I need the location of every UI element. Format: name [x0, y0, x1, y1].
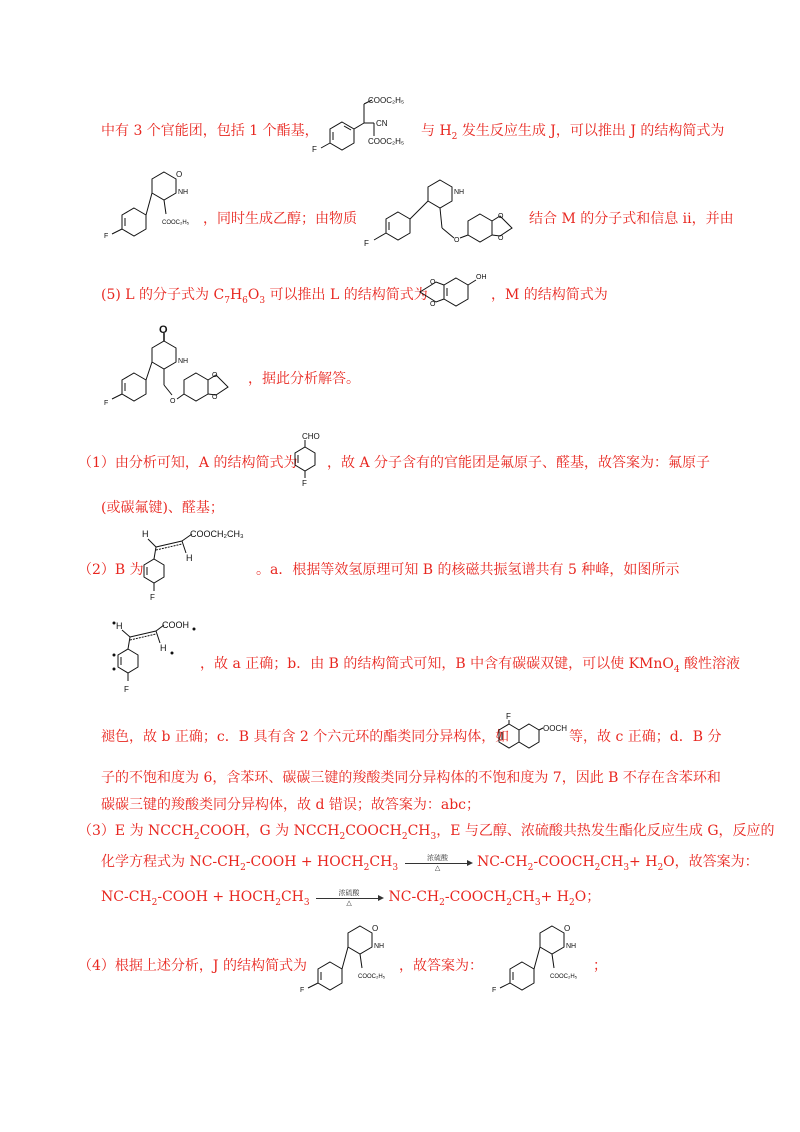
- atom-label: F: [364, 239, 369, 248]
- atom-label: NH: [566, 943, 577, 950]
- structure-M-lactam-ether: [104, 325, 244, 411]
- atom-label: F: [506, 712, 511, 721]
- structure-J-answer-2: [492, 922, 592, 998]
- atom-label: F: [492, 987, 497, 994]
- structure-bicyclic-ester-isomer: [489, 710, 567, 752]
- answer-4: （4）根据上述分析，J 的结构简式为: [78, 958, 307, 974]
- acid-label: COOH: [162, 620, 189, 630]
- ester-label: COOCH₂CH₃: [190, 529, 244, 539]
- ester-label: COOC₂H₅: [368, 96, 405, 105]
- structure-A-fluorobenzaldehyde: [291, 430, 331, 488]
- answer-2g: 碳碳三键的羧酸类同分异构体，故 d 错误；故答案为：abc；: [101, 797, 481, 813]
- answer-2f: 子的不饱和度为 6，含苯环、碳碳三键的羧酸类同分异构体的不饱和度为 7，因此 B 不存在含苯环和: [101, 770, 721, 786]
- atom-label: NH: [454, 189, 465, 196]
- atom-label: H: [142, 529, 149, 539]
- atom-label: O: [176, 170, 183, 179]
- atom-label: O: [159, 324, 168, 336]
- atom-label: CHO: [302, 432, 320, 441]
- answer-1: （1）由分析可知，A 的结构简式为: [78, 455, 298, 471]
- atom-label: O: [212, 372, 218, 379]
- atom-label: F: [300, 987, 305, 994]
- ester-label: COOC₂H₅: [358, 974, 386, 980]
- atom-label: H: [160, 643, 167, 653]
- para-3b: ，M 的结构简式为: [491, 287, 608, 303]
- reaction-arrow: 浓硫酸 △: [314, 889, 384, 905]
- structure-B-acid-hydrogen-environments: [112, 617, 202, 699]
- ester-label: OOCH: [543, 724, 567, 733]
- answer-2d: 褪色，故 b 正确；c．B 具有含 2 个六元环的酯类同分异构体，如: [101, 729, 510, 745]
- structure-B-cinnamate-ester: [134, 527, 244, 605]
- structure-piperidine-benzodioxole: [362, 178, 528, 256]
- atom-label: NH: [178, 358, 189, 365]
- atom-label: O: [498, 213, 504, 220]
- answer-4c: ；: [593, 958, 607, 974]
- para-4: ，据此分析解答。: [248, 371, 360, 387]
- atom-label: O: [430, 301, 436, 308]
- para-3: (5) L 的分子式为 $C_7H_6O_3$ 可以推出 L 的结构简式为: [101, 287, 428, 306]
- atom-label: O: [212, 394, 218, 401]
- atom-label: NH: [374, 943, 385, 950]
- answer-2b: 。a．根据等效氢原理可知 B 的核磁共振氢谱共有 5 种峰，如图所示: [256, 562, 680, 578]
- atom-label: O: [430, 279, 436, 286]
- ester-label: COOC₂H₅: [368, 137, 405, 146]
- answer-2c: ，故 a 正确；b．由 B 的结构简式可知，B 中含有碳碳双键，可以使 KMnO$_4$ 酸性溶液: [200, 656, 741, 675]
- structure-diester-nitrile: [312, 92, 418, 162]
- answer-2e: 等，故 c 正确；d．B 分: [569, 729, 722, 745]
- ester-label: COOC₂H₅: [162, 220, 190, 226]
- atom-label: H: [116, 621, 123, 631]
- answer-3c: $NC-CH_2$-COOH + $HOCH_2CH_3$ 浓硫酸 △ $NC-CH_2-COOCH_2CH_3+ H_2O$；: [101, 889, 601, 908]
- atom-label: O: [170, 398, 176, 405]
- atom-label: O: [564, 924, 571, 933]
- atom-label: F: [104, 400, 109, 407]
- atom-label: F: [150, 593, 155, 602]
- ester-label: COOC₂H₅: [550, 974, 578, 980]
- answer-2: （2）B 为: [78, 562, 144, 578]
- atom-label: O: [498, 235, 504, 242]
- para-2a: ，同时生成乙醇；由物质: [203, 211, 357, 227]
- atom-label: OH: [476, 274, 487, 281]
- atom-label: H: [186, 553, 193, 563]
- answer-3: （3）E 为 $NCCH_2COOH$，G 为 $NCCH_2COOCH_2CH_3$，E 与乙醇、浓硫酸共热发生酯化反应生成 G，反应的: [78, 823, 775, 842]
- atom-label: NH: [178, 189, 189, 196]
- para-1: 中有 3 个官能团，包括 1 个酯基，: [101, 123, 319, 139]
- atom-label: F: [104, 233, 109, 240]
- answer-1b: ，故 A 分子含有的官能团是氟原子、醛基，故答案为：氟原子: [327, 455, 711, 471]
- reaction-arrow: 浓硫酸 △: [403, 854, 473, 870]
- atom-label: F: [312, 145, 317, 154]
- structure-L-sesamol: [410, 270, 490, 316]
- atom-label: F: [124, 685, 129, 694]
- nitrile-label: CN: [376, 119, 388, 128]
- para-2b: 结合 M 的分子式和信息 ii，并由: [529, 211, 734, 227]
- answer-1c: (或碳氟键)、醛基；: [101, 500, 224, 516]
- structure-J-lactam-ester: [104, 168, 204, 244]
- answer-3b: 化学方程式为 $NC-CH_2$-COOH + $HOCH_2CH_3$ 浓硫酸 △ $NC-CH_2-COOCH_2CH_3+ H_2O$，故答案为：: [101, 854, 759, 873]
- atom-label: F: [302, 479, 307, 488]
- atom-label: O: [372, 924, 379, 933]
- para-1b: 与 $H_2$ 发生反应生成 J，可以推出 J 的结构简式为: [421, 123, 725, 142]
- atom-label: O: [454, 237, 460, 244]
- structure-J-answer-1: [300, 922, 400, 998]
- answer-4b: ，故答案为：: [399, 958, 483, 974]
